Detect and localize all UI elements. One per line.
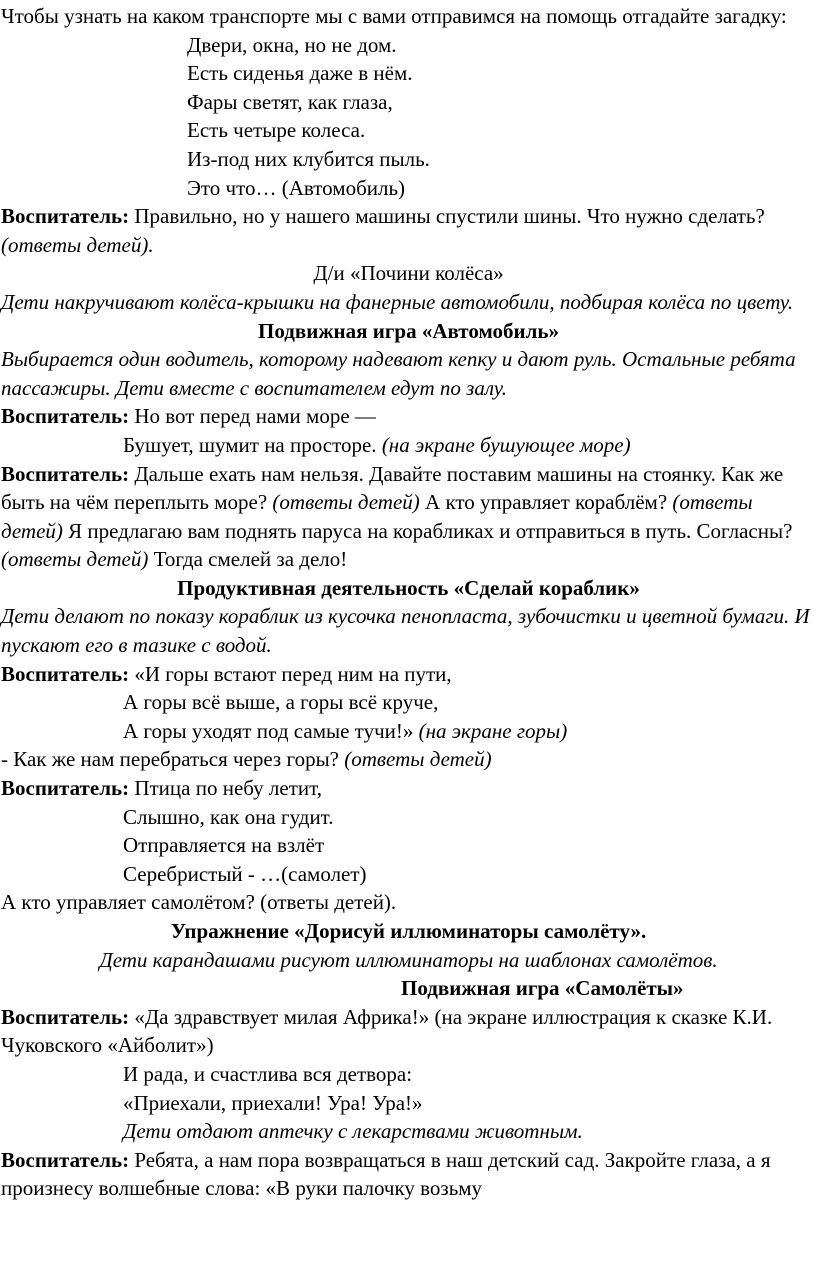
stage-note: (ответы детей)	[272, 490, 420, 515]
verse-text: А горы уходят под самые тучи!»	[123, 718, 419, 743]
teacher-paragraph	[1, 660, 816, 689]
paragraph-text: Тогда смелей за дело!	[148, 547, 348, 572]
paragraph-text: - Как же нам перебраться через горы?	[1, 747, 345, 772]
speaker-label: Воспитатель:	[1, 1147, 130, 1172]
question-line	[1, 745, 816, 774]
stage-note: (на экране горы)	[418, 718, 568, 743]
teacher-paragraph	[1, 202, 816, 259]
verse-line: «Приехали, приехали! Ура! Ура!»	[123, 1090, 423, 1115]
section-description: Дети карандашами рисуют иллюминаторы на шаблонах самолётов.	[99, 947, 718, 972]
speaker-label: Воспитатель:	[1, 404, 130, 429]
teacher-paragraph	[1, 774, 816, 803]
section-title: Д/и «Почини колёса»	[313, 261, 504, 286]
stage-note-line: Дети отдают аптечку с лекарствами животным.	[123, 1119, 583, 1144]
speaker-label: Воспитатель:	[1, 461, 130, 486]
paragraph-text: Но вот перед нами море —	[129, 404, 376, 429]
stage-note: (ответы детей)	[1, 490, 753, 543]
section-description: Выбирается один водитель, которому надевают кепку и дают руль. Остальные ребята пассажиры. Дети вместе с воспитателем едут по залу.	[1, 347, 796, 400]
teacher-paragraph	[1, 1146, 816, 1203]
speaker-label: Воспитатель:	[1, 661, 130, 686]
verse-line: Отправляется на взлёт	[123, 833, 325, 858]
question-line: А кто управляет самолётом? (ответы детей).	[1, 890, 397, 915]
stage-note: (ответы детей)	[344, 747, 492, 772]
verse-line	[1, 431, 816, 460]
section-title: Подвижная игра «Автомобиль»	[258, 318, 559, 343]
section-title: Подвижная игра «Самолёты»	[401, 976, 684, 1001]
paragraph-text: Дальше ехать нам нельзя. Давайте поставим машины на стоянку. Как же быть на чём переплыть море?	[1, 461, 784, 515]
teacher-paragraph	[1, 402, 816, 431]
riddle-line: Из-под них клубится пыль.	[187, 146, 430, 171]
section-title: Упражнение «Дорисуй иллюминаторы самолёту».	[170, 919, 647, 943]
riddle-line: Есть сиденья даже в нём.	[187, 61, 413, 86]
paragraph-text: Правильно, но у нашего машины спустили шины. Что нужно сделать?	[129, 204, 765, 229]
stage-note: (ответы детей).	[1, 232, 154, 257]
section-description: Дети делают по показу кораблик из кусочка пенопласта, зубочистки и цветной бумаги. И пускают его в тазике с водой.	[1, 604, 810, 658]
verse-line	[1, 717, 816, 746]
section-title: Продуктивная деятельность «Сделай кораблик»	[177, 575, 640, 600]
teacher-paragraph	[1, 1003, 816, 1060]
verse-line: И рада, и счастлива вся детвора:	[123, 1061, 413, 1086]
verse-line: Слышно, как она гудит.	[123, 804, 334, 829]
paragraph-text: А кто управляет кораблём?	[419, 490, 673, 515]
paragraph-text: Я предлагаю вам поднять паруса на корабликах и отправиться в путь. Согласны?	[62, 518, 793, 543]
paragraph-text: «И горы встают перед ним на пути,	[129, 661, 452, 686]
verse-line: Серебристый - …(самолет)	[123, 861, 367, 886]
paragraph-text: Ребята, а нам пора возвращаться в наш детский сад. Закройте глаза, а я произнесу волшебные слова: «В руки палочку возьму	[1, 1147, 771, 1201]
speaker-label: Воспитатель:	[1, 776, 130, 801]
speaker-label: Воспитатель:	[1, 1004, 130, 1029]
intro-text: Чтобы узнать на каком транспорте мы с вами отправимся на помощь отгадайте загадку:	[1, 4, 787, 28]
verse-line: А горы всё выше, а горы всё круче,	[123, 690, 439, 715]
teacher-paragraph	[1, 460, 816, 574]
section-description: Дети накручивают колёса-крышки на фанерные автомобили, подбирая колёса по цвету.	[1, 289, 794, 314]
riddle-line: Есть четыре колеса.	[187, 118, 366, 143]
paragraph-text: «Да здравствует милая Африка!» (на экране иллюстрация к сказке К.И. Чуковского «Айболит»)	[1, 1004, 773, 1058]
paragraph-text: Птица по небу летит,	[129, 776, 322, 801]
speaker-label: Воспитатель:	[1, 204, 130, 229]
stage-note: (на экране бушующее море)	[381, 432, 631, 457]
verse-text: Бушует, шумит на просторе.	[123, 432, 382, 457]
riddle-line: Двери, окна, но не дом.	[187, 32, 397, 57]
riddle-line: Это что… (Автомобиль)	[187, 175, 406, 200]
riddle-line: Фары светят, как глаза,	[187, 89, 393, 114]
stage-note: (ответы детей)	[1, 547, 149, 572]
